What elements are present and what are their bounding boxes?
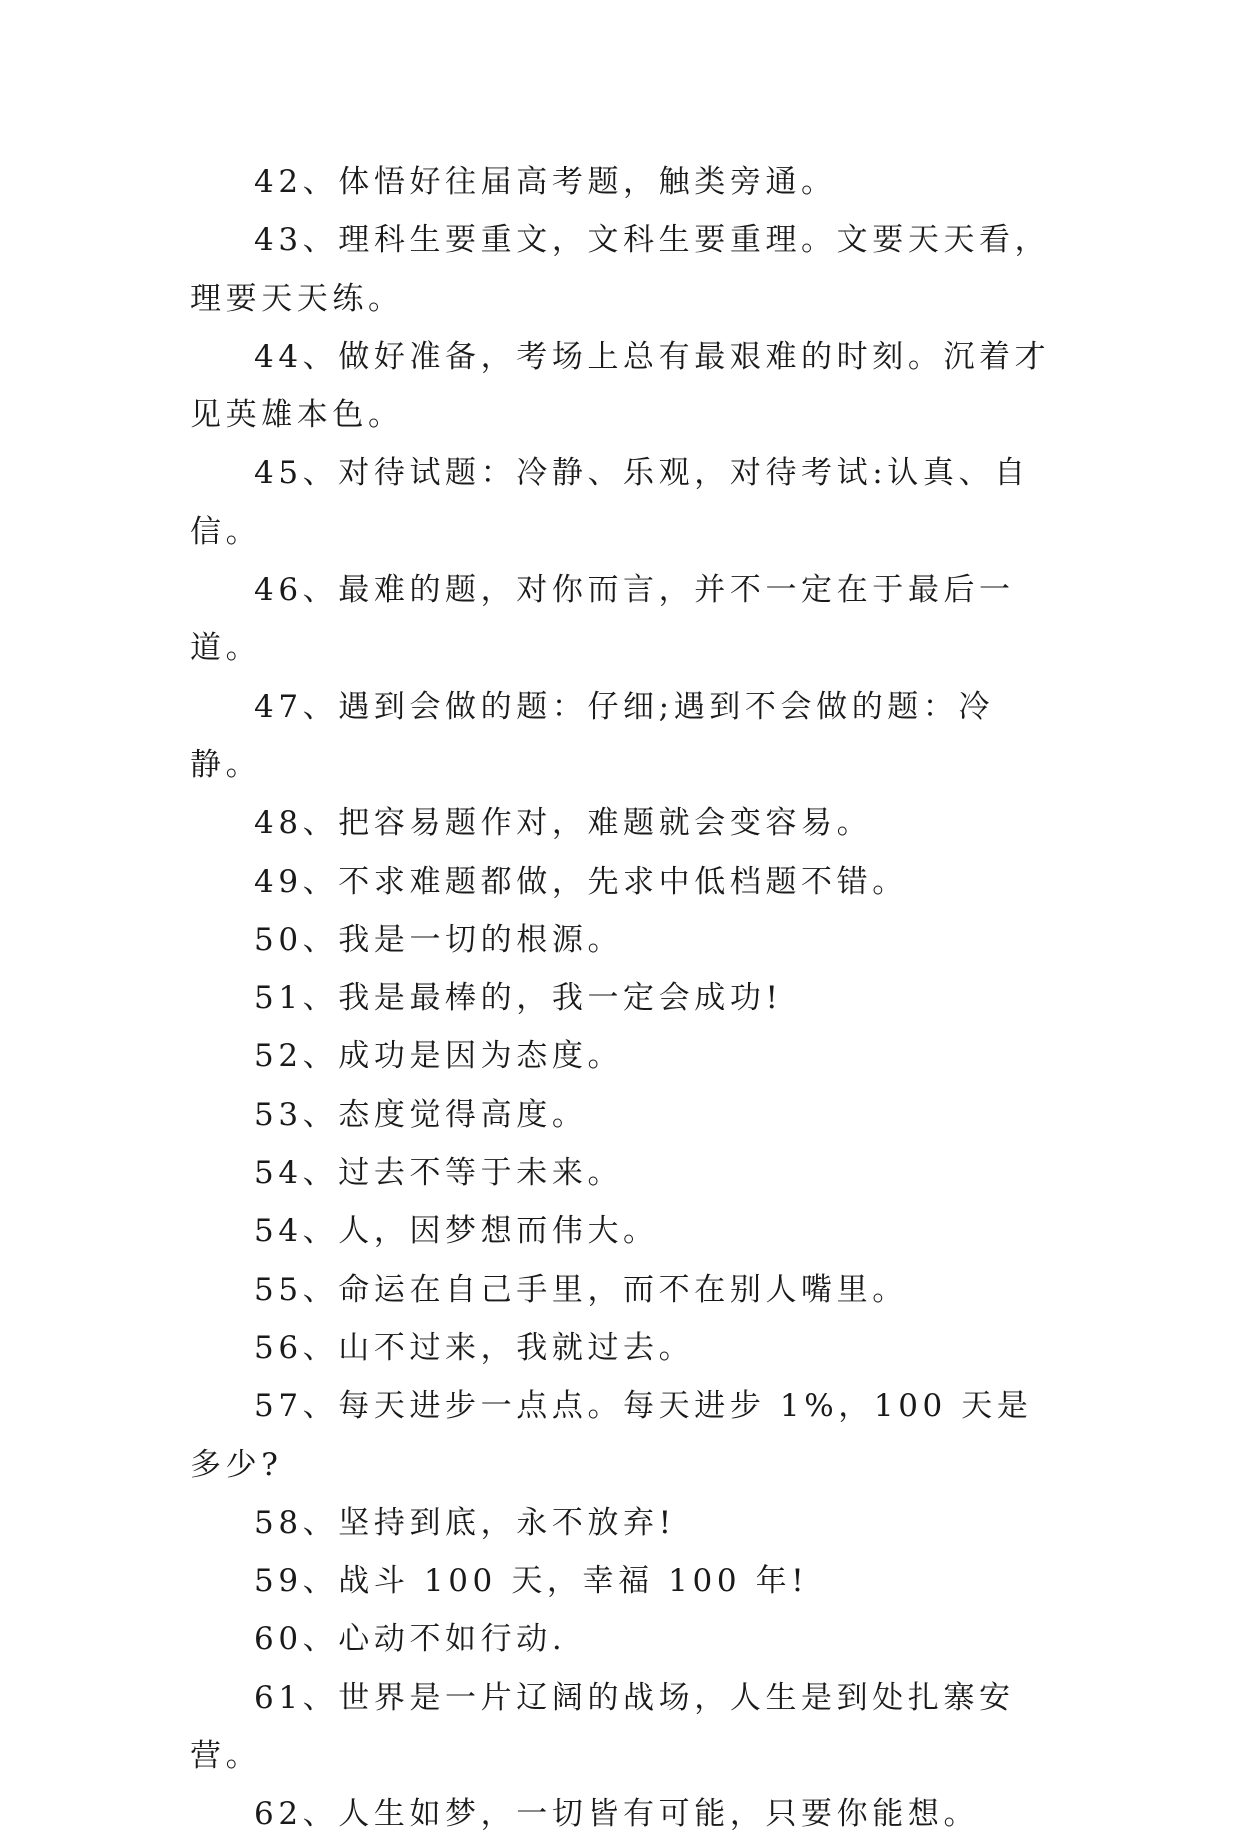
paragraph-62: 62、人生如梦，一切皆有可能，只要你能想。 <box>254 1796 980 1833</box>
paragraph-54b: 54、人，因梦想而伟大。 <box>254 1213 659 1250</box>
paragraph-50: 50、我是一切的根源。 <box>254 921 624 958</box>
paragraph-52: 52、成功是因为态度。 <box>254 1038 624 1075</box>
paragraph-58: 58、坚持到底，永不放弃! <box>254 1504 676 1541</box>
paragraph-49: 49、不求难题都做，先求中低档题不错。 <box>254 863 908 900</box>
paragraph-57: 57、每天进步一点点。每天进步 1%，100 天是多少? <box>190 1388 1033 1483</box>
paragraph-44: 44、做好准备，考场上总有最艰难的时刻。沉着才见英雄本色。 <box>190 338 1051 434</box>
document-body <box>190 153 1060 1844</box>
paragraph-53: 53、态度觉得高度。 <box>254 1096 588 1133</box>
paragraph-47: 47、遇到会做的题：仔细;遇到不会做的题：冷静。 <box>190 688 995 783</box>
paragraph-56: 56、山不过来，我就过去。 <box>254 1329 695 1366</box>
paragraph-45: 45、对待试题：冷静、乐观，对待考试:认真、自信。 <box>190 455 1030 550</box>
paragraph-55: 55、命运在自己手里，而不在别人嘴里。 <box>254 1271 908 1308</box>
paragraph-51: 51、我是最棒的，我一定会成功! <box>254 980 783 1017</box>
paragraph-60: 60、心动不如行动. <box>254 1621 567 1658</box>
paragraph-59: 59、战斗 100 天，幸福 100 年! <box>254 1563 809 1600</box>
paragraph-42: 42、体悟好往届高考题，触类旁通。 <box>254 164 837 200</box>
paragraph-43: 43、理科生要重文，文科生要重理。文要天天看，理要天天练。 <box>190 222 1051 317</box>
paragraph-46: 46、最难的题，对你而言，并不一定在于最后一道。 <box>190 572 1015 667</box>
paragraph-48: 48、把容易题作对，难题就会变容易。 <box>254 805 873 842</box>
paragraph-61: 61、世界是一片辽阔的战场，人生是到处扎寨安营。 <box>190 1679 1015 1775</box>
paragraph-54a: 54、过去不等于未来。 <box>254 1155 624 1192</box>
